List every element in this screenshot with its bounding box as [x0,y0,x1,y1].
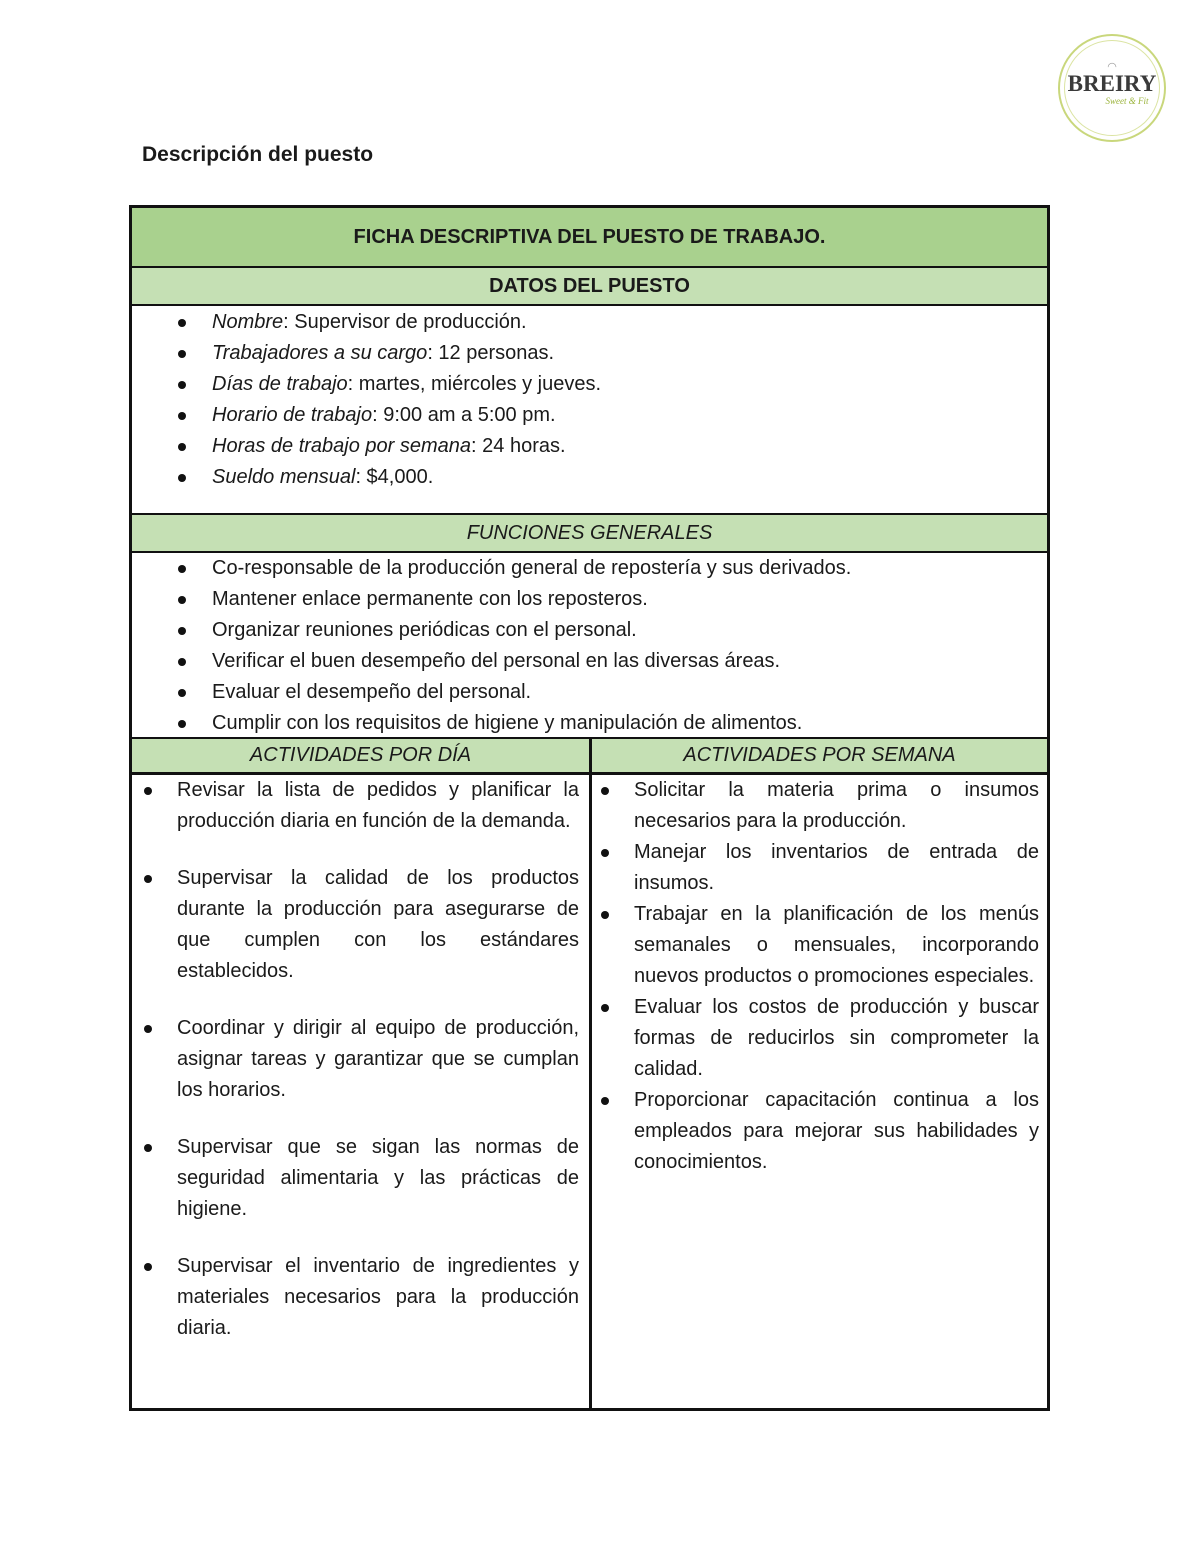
list-item: Nombre: Supervisor de producción. [212,307,601,338]
funciones-header: FUNCIONES GENERALES [132,513,1047,553]
list-item: Horas de trabajo por semana: 24 horas. [212,431,601,462]
list-item: Días de trabajo: martes, miércoles y jueves. [212,369,601,400]
logo-tagline: Sweet & Fit [1105,96,1149,106]
bullet-icon [601,787,609,795]
list-item: Supervisar que se sigan las normas de seguridad alimentaria y las prácticas de higiene. [177,1132,579,1225]
bullet-icon [601,911,609,919]
list-item: Supervisar la calidad de los productos durante la producción para asegurarse de que cumplen con los estándares establecidos. [177,863,579,987]
list-item: Solicitar la materia prima o insumos necesarios para la producción. [634,775,1039,837]
bullet-icon [601,1097,609,1105]
bullet-icon [601,849,609,857]
bullet-icon [144,787,152,795]
actividades-semana-list [634,775,1039,1178]
bullet-icon [178,689,186,697]
bullet-icon [178,381,186,389]
funciones-list [212,553,851,739]
datos-list [212,307,601,493]
list-item: Evaluar el desempeño del personal. [212,677,851,708]
bullet-icon [144,1144,152,1152]
page-title: Descripción del puesto [142,143,374,166]
list-item: Verificar el buen desempeño del personal en las diversas áreas. [212,646,851,677]
list-item: Trabajadores a su cargo: 12 personas. [212,338,601,369]
bullet-icon [144,1025,152,1033]
logo-name: BREIRY [1067,71,1157,96]
bullet-icon [178,627,186,635]
list-item: Sueldo mensual: $4,000. [212,462,601,493]
bullet-icon [178,319,186,327]
list-item: Supervisar el inventario de ingredientes y materiales necesarios para la producción diaria. [177,1251,579,1344]
table-title: FICHA DESCRIPTIVA DEL PUESTO DE TRABAJO. [132,208,1047,268]
bullet-icon [178,474,186,482]
job-description-table [129,205,1050,1411]
list-item: Evaluar los costos de producción y buscar formas de reducirlos sin comprometer la calidad. [634,992,1039,1085]
chef-hat-icon: ◠ [1107,61,1117,73]
list-item: Manejar los inventarios de entrada de insumos. [634,837,1039,899]
list-item: Cumplir con los requisitos de higiene y manipulación de alimentos. [212,708,851,739]
bullet-icon [178,720,186,728]
list-item: Co-responsable de la producción general de repostería y sus derivados. [212,553,851,584]
bullet-icon [601,1004,609,1012]
bullet-icon [144,1263,152,1271]
bullet-icon [178,443,186,451]
list-item: Coordinar y dirigir al equipo de producción, asignar tareas y garantizar que se cumplan los horarios. [177,1013,579,1106]
list-item: Organizar reuniones periódicas con el personal. [212,615,851,646]
datos-header: DATOS DEL PUESTO [132,268,1047,306]
list-item: Horario de trabajo: 9:00 am a 5:00 pm. [212,400,601,431]
bullet-icon [178,565,186,573]
actividades-dia-list [177,775,579,1344]
bullet-icon [178,350,186,358]
bullet-icon [178,596,186,604]
breiry-logo [1058,34,1166,142]
list-item: Trabajar en la planificación de los menús semanales o mensuales, incorporando nuevos productos o promociones especiales. [634,899,1039,992]
bullet-icon [178,412,186,420]
list-item: Mantener enlace permanente con los reposteros. [212,584,851,615]
bullet-icon [178,658,186,666]
list-item: Proporcionar capacitación continua a los empleados para mejorar sus habilidades y conocimientos. [634,1085,1039,1178]
bullet-icon [144,875,152,883]
list-item: Revisar la lista de pedidos y planificar la producción diaria en función de la demanda. [177,775,579,837]
actividades-dia-header: ACTIVIDADES POR DÍA [132,737,589,775]
column-divider [589,737,592,1408]
actividades-semana-header: ACTIVIDADES POR SEMANA [592,737,1047,775]
